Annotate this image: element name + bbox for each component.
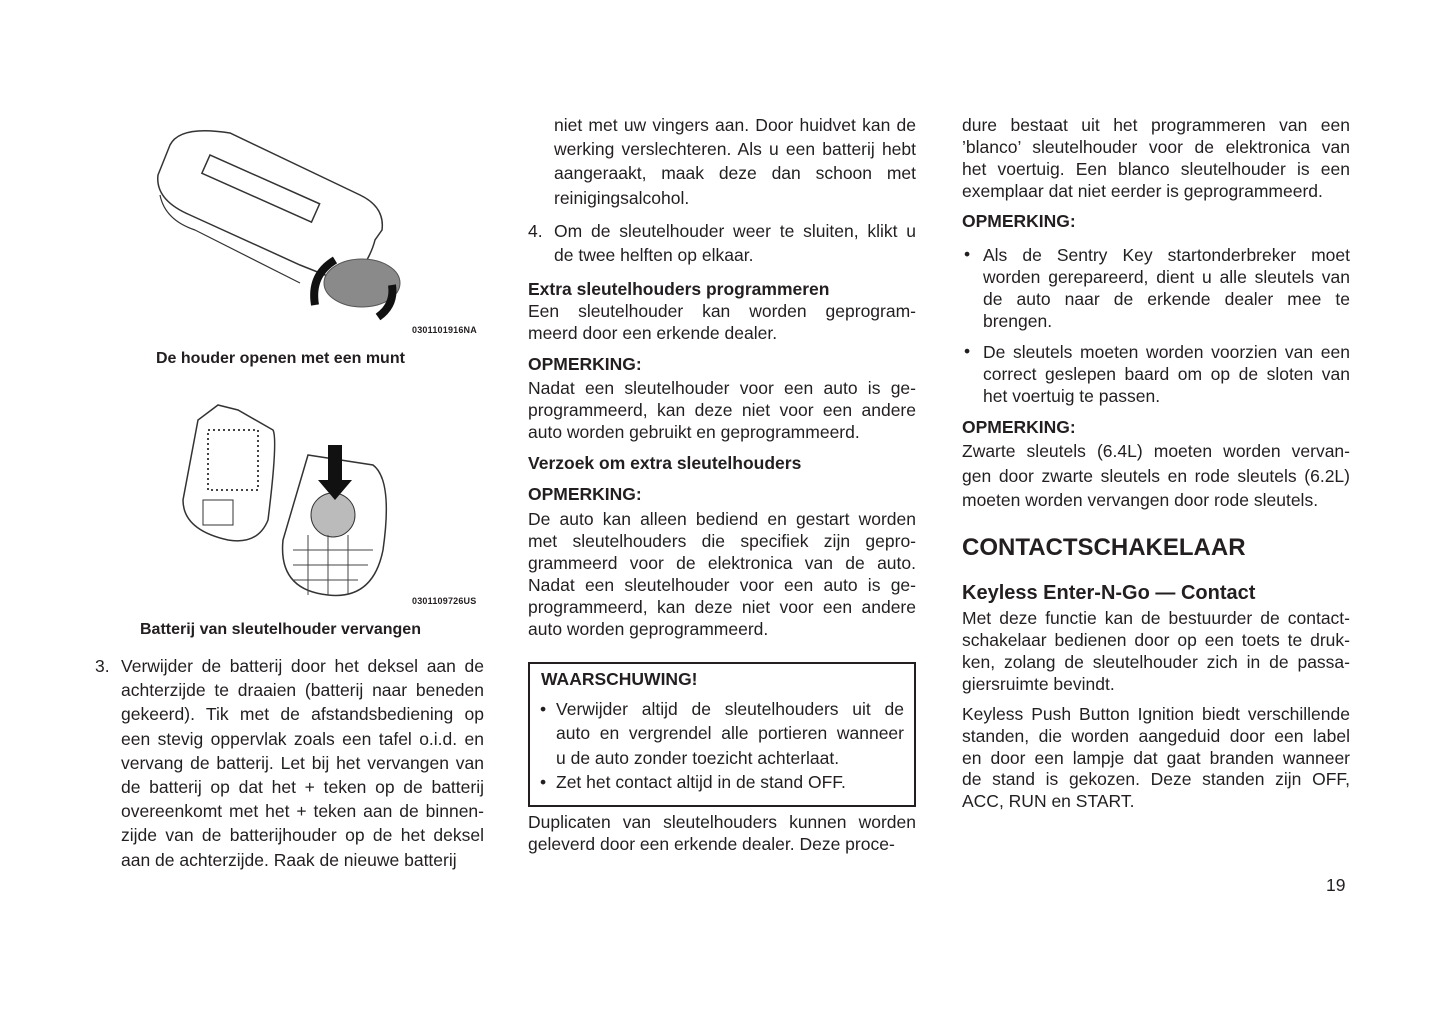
paragraph [528, 300, 916, 344]
text-line: ’blanco’ sleutelhouder voor de elektronica van [962, 137, 1350, 157]
text-line: een stevig oppervlak zoals een tafel o.i.d. en [121, 728, 484, 749]
text-line: giersruimte bevindt. [962, 674, 1115, 694]
text-line: programmeerd, kan deze niet voor een andere [528, 400, 916, 420]
text-line: reinigingsalcohol. [554, 187, 690, 208]
text-line: Als de Sentry Key startonderbreker moet [983, 245, 1350, 265]
text-line: aangeraakt, maak deze dan schoon met [554, 163, 916, 184]
text-line: niet met uw vingers aan. Door huidvet kan de [554, 115, 916, 135]
text-line: vervang de batterij. Let bij het vervangen van [121, 752, 484, 773]
text-line: Verwijder de batterij door het deksel aan de [121, 656, 484, 676]
subsection-title: Keyless Enter-N-Go — Contact [962, 582, 1256, 604]
text-line: zijde van de batterijhouder op de het deksel [121, 825, 484, 846]
text-line: Nadat een sleutelhouder voor een auto is ge- [528, 378, 916, 398]
text-line: gen door zwarte sleutels en rode sleutels (6.2L) [962, 465, 1350, 486]
text-line: aan de achterzijde. Raak de nieuwe batterij [121, 849, 457, 870]
text-line: u de auto zonder toezicht achterlaat. [556, 747, 840, 768]
text-line: de auto naar de erkende dealer mee te [983, 289, 1350, 309]
paragraph [962, 607, 1350, 695]
bullet-item [983, 341, 1350, 407]
paragraph [528, 508, 916, 640]
bullet: • [540, 699, 547, 719]
text-line: Met deze functie kan de bestuurder de contact- [962, 608, 1350, 628]
text-line: auto en vergrendel alle portieren wanneer [556, 723, 904, 744]
text-line: Een sleutelhouder kan worden geprogram- [528, 301, 916, 321]
paragraph [962, 439, 1350, 513]
text-line: Om de sleutelhouder weer te sluiten, klikt u [554, 221, 916, 241]
list-number: 4. [528, 221, 543, 241]
text-line: Verwijder altijd de sleutelhouders uit de [556, 699, 904, 719]
page-number: 19 [1326, 875, 1346, 895]
text-line: Zwarte sleutels (6.4L) moeten worden vervan- [962, 441, 1350, 461]
warning-bullet [556, 697, 904, 770]
warning-title: WAARSCHUWING! [541, 669, 698, 689]
note-label: OPMERKING: [962, 211, 1076, 231]
section-heading: Verzoek om extra sleutelhouders [528, 453, 802, 473]
text-line: gekeerd). Tik met de afstandsbediening op [121, 704, 484, 725]
list-number: 3. [95, 656, 110, 676]
text-line: ken, zolang de sleutelhouder zich in de passa- [962, 652, 1350, 672]
battery-replacement-illustration [178, 400, 398, 605]
text-line: Nadat een sleutelhouder voor een auto is ge- [528, 575, 916, 595]
figure-code: 0301101916NA [412, 325, 477, 335]
figure-caption: Batterij van sleutelhouder vervangen [140, 621, 421, 638]
text-line: exemplaar dat niet eerder is geprogrammeerd. [962, 181, 1323, 201]
warning-bullet [556, 770, 904, 794]
note-label: OPMERKING: [528, 354, 642, 374]
bullet: • [964, 341, 971, 361]
text-line: de twee helften op elkaar. [554, 245, 754, 266]
section-title: CONTACTSCHAKELAAR [962, 534, 1246, 561]
text-line: grammeerd voor de elektronica van de auto. [528, 553, 916, 573]
text-line: moeten worden vervangen door rode sleutels. [962, 490, 1319, 510]
text-line: het voertuig te passen. [983, 386, 1161, 406]
list-item-4 [554, 219, 916, 267]
text-line: brengen. [983, 311, 1053, 331]
text-line: auto worden gebruikt en geprogrammeerd. [528, 422, 860, 442]
text-line: programmeerd, kan deze niet voor een andere [528, 597, 916, 617]
bullet: • [540, 772, 547, 792]
list-item-3 [121, 654, 484, 872]
text-line: overeenkomt met het + teken aan de binnen- [121, 801, 484, 822]
text-line: achterzijde te draaien (batterij naar beneden [121, 680, 484, 701]
text-line: dure bestaat uit het programmeren van een [962, 115, 1350, 135]
paragraph [528, 377, 916, 443]
text-line: werking verslechteren. Als u een batterij hebt [554, 139, 916, 160]
note-label: OPMERKING: [962, 417, 1076, 437]
paragraph [962, 704, 1350, 813]
note-label: OPMERKING: [528, 484, 642, 504]
text-line: De sleutels moeten worden voorzien van een [983, 342, 1350, 362]
key-fob-coin-illustration [150, 125, 410, 330]
text-line: ACC, RUN en START. [962, 791, 1135, 812]
text-line: de stand is gekozen. Deze standen zijn OFF, [962, 769, 1350, 790]
text-line: Keyless Push Button Ignition biedt verschillende [962, 704, 1350, 724]
text-line: schakelaar bedienen door op een toets te druk- [962, 630, 1350, 650]
continued-paragraph [554, 113, 916, 210]
text-line: De auto kan alleen bediend en gestart worden [528, 509, 916, 529]
text-line: het voertuig. Een blanco sleutelhouder is een [962, 159, 1350, 179]
paragraph [528, 811, 916, 855]
text-line: geleverd door een erkende dealer. Deze proce- [528, 834, 895, 854]
bullet: • [964, 244, 971, 264]
text-line: correct geslepen baard om op de sloten van [983, 364, 1350, 384]
text-line: Zet het contact altijd in de stand OFF. [556, 772, 846, 792]
bullet-item [983, 244, 1350, 332]
figure-code: 0301109726US [412, 596, 477, 606]
figure-caption: De houder openen met een munt [156, 350, 405, 367]
text-line: Duplicaten van sleutelhouders kunnen worden [528, 812, 916, 832]
text-line: auto worden geprogrammeerd. [528, 619, 769, 639]
text-line: de batterij op dat het + teken op de batterij [121, 777, 484, 798]
continued-paragraph [962, 114, 1350, 202]
text-line: standen, die worden aangeduid door een label [962, 725, 1350, 746]
text-line: en door een lampje dat gaat branden wanneer [962, 747, 1350, 768]
section-heading: Extra sleutelhouders programmeren [528, 279, 830, 299]
text-line: meerd door een erkende dealer. [528, 323, 778, 343]
text-line: worden gerepareerd, dient u alle sleutels van [983, 267, 1350, 287]
text-line: met sleutelhouders die specifiek zijn gepro- [528, 531, 916, 551]
